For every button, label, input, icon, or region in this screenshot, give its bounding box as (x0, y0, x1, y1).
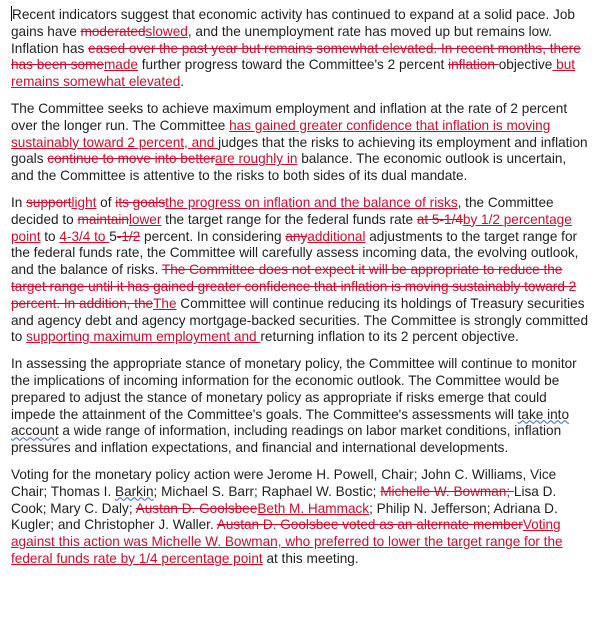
deleted-text[interactable]: support (26, 194, 72, 210)
body-text: judges that the risks to achieving its employment and inflation goals (11, 134, 588, 167)
para-monetary-stance[interactable] (11, 356, 590, 457)
deleted-text[interactable]: inflation (448, 57, 499, 73)
body-text: the target range for the federal funds rate (161, 211, 417, 227)
para-economic-activity[interactable] (11, 6, 590, 91)
inserted-text[interactable]: has gained greater confidence that inflation is moving sustainably toward 2 percent, and (11, 117, 551, 150)
body-text: ; Michael S. Barr; Raphael W. Bostic; (153, 483, 381, 499)
deleted-text[interactable]: Michelle W. Bowman; (380, 483, 514, 499)
body-text: 5 (109, 228, 117, 244)
body-text: , and the unemployment rate has moved up but remains low. Inflation has (11, 23, 553, 56)
deleted-text[interactable]: maintain (77, 211, 129, 227)
inserted-text[interactable]: Voting against this action was Michelle W. Bowman, who preferred to lower the target range for the federal funds rate by 1/4 percentage point (11, 517, 563, 566)
body-text: percent. In considering (140, 228, 286, 244)
para-committee-goals[interactable] (11, 101, 590, 185)
body-text: Lisa D. Cook; Mary C. Daly; (11, 483, 557, 516)
deleted-text[interactable]: any (285, 228, 308, 244)
inserted-text[interactable]: the progress on inflation and the balance of risks (165, 194, 458, 210)
para-policy-decision[interactable] (11, 195, 590, 346)
body-text: at this meeting. (262, 550, 359, 566)
body-text: balance. The economic outlook is uncertain, and the Committee is attentive to the risks to both sides of its dual mandate. (11, 151, 567, 184)
body-text: . (180, 74, 185, 90)
deleted-text[interactable]: Austan D. Goolsbee voted as an alternate member (216, 517, 523, 533)
body-text: Voting for the monetary policy action were Jerome H. Powell, Chair; John C. Williams, Vice Chair; Thomas I. (11, 466, 557, 499)
body-text: a wide range of information, including readings on labor market conditions, inflation pressures and inflation expectations, and financial and international developments. (11, 423, 562, 456)
body-text: In assessing the appropriate stance of monetary policy, the Committee will continue to monitor the implications of incoming information for the economic outlook. The Committee would be prepared to adjust the stance of monetary policy as appropriate if risks emerge that could impede the attainment of the Committee's goals. The Committee's assessments will (11, 356, 577, 422)
inserted-text[interactable]: Beth M. Hammack (257, 500, 370, 516)
document-body[interactable] (11, 6, 590, 568)
deleted-text[interactable]: eased over the past year but remains somewhat elevated. In recent months, there has been some (11, 40, 581, 73)
inserted-text[interactable]: slowed (145, 23, 188, 39)
inserted-text[interactable]: additional (307, 228, 366, 244)
body-text: adjustments to the target range for the federal funds rate, the Committee will carefully assess incoming data, the evolving outlook, and the balance of risks. (11, 228, 579, 278)
body-text: returning inflation to its 2 percent objective. (260, 329, 519, 345)
inserted-text[interactable]: lower (128, 211, 162, 227)
spellcheck-flagged-text[interactable]: take into account (11, 406, 570, 439)
body-text: Committee will continue reducing its holdings of Treasury securities and agency debt and agency mortgage-backed securities. The Committee is strongly committed to (11, 295, 589, 345)
deleted-text[interactable]: The Committee does not expect it will be appropriate to reduce the target range until it has gained greater confidence that inflation is moving sustainably toward 2 percent. In addition, the (11, 262, 577, 311)
para-voting[interactable] (11, 467, 590, 568)
body-text: In (11, 194, 27, 210)
inserted-text[interactable]: The (153, 295, 177, 311)
inserted-text[interactable]: supporting maximum employment and (26, 329, 261, 345)
body-text: The Committee seeks to achieve maximum employment and inflation at the rate of 2 percent over the longer run. The Committee (11, 100, 568, 133)
body-text: further progress toward the Committee's 2 percent (137, 57, 449, 73)
body-text: , the Committee decided to (11, 194, 554, 227)
body-text: to (40, 228, 60, 244)
deleted-text[interactable]: continue to move into better (47, 151, 216, 167)
inserted-text[interactable]: made (103, 57, 138, 73)
inserted-text[interactable]: light (71, 194, 97, 210)
body-text: of (96, 194, 116, 210)
deleted-text[interactable]: at 5-1/4 (416, 211, 463, 227)
spellcheck-flagged-text[interactable]: Barkin (115, 483, 154, 499)
deleted-text[interactable]: its goals (115, 194, 166, 210)
inserted-text[interactable]: 4-3/4 to (59, 228, 110, 244)
body-text: Recent indicators suggest that economic activity has continued to expand at a solid pace. Job gains have (11, 7, 575, 39)
deleted-text[interactable]: Austan D. Goolsbee (135, 500, 258, 516)
body-text: ; Philip N. Jefferson; Adriana D. Kugler; and Christopher J. Waller. (11, 500, 558, 533)
inserted-text[interactable]: but remains somewhat elevated (11, 57, 576, 90)
body-text: objective (498, 57, 553, 73)
inserted-text[interactable]: are roughly in (215, 151, 298, 167)
deleted-text[interactable]: -1/2 (116, 228, 141, 244)
deleted-text[interactable]: moderated (80, 23, 146, 39)
inserted-text[interactable]: by 1/2 percentage point (11, 211, 572, 244)
